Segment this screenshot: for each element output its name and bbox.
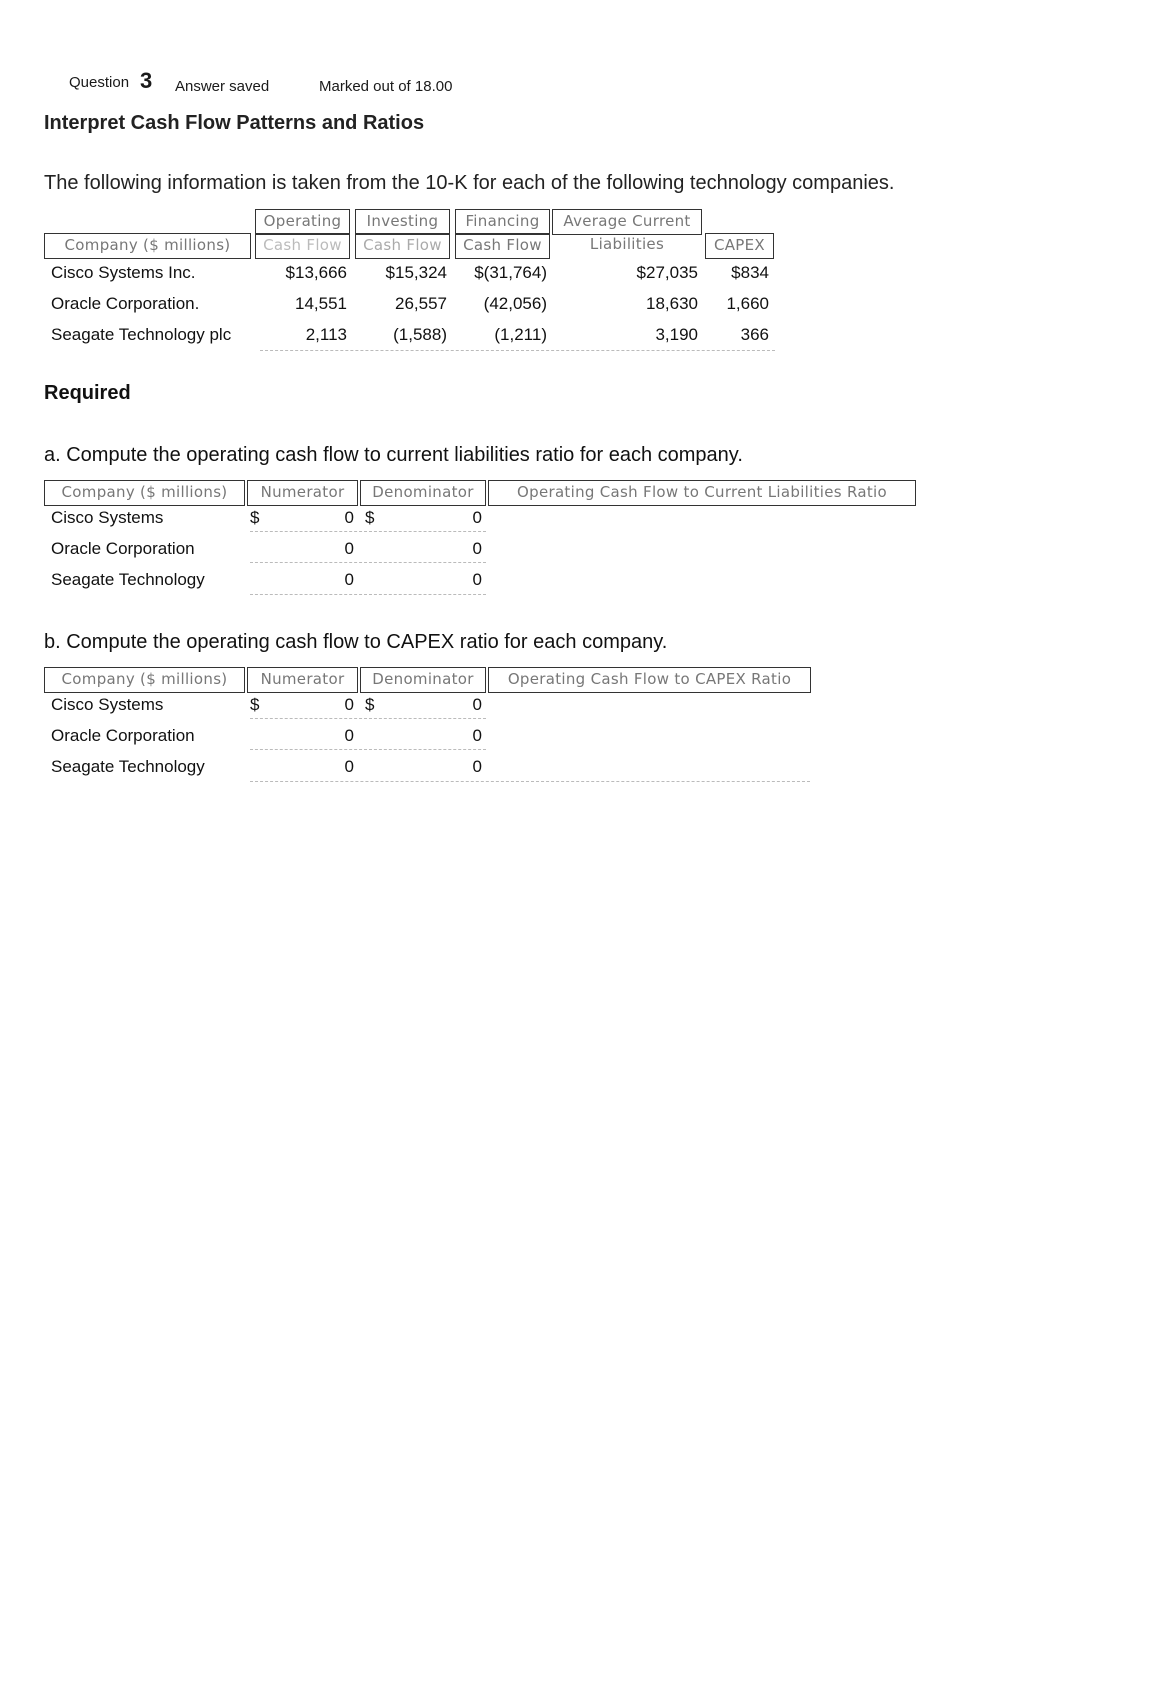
- answer-status: Answer saved: [175, 78, 270, 95]
- table-cell-acl: 3,190: [655, 325, 698, 344]
- table-row-company: Oracle Corporation: [51, 539, 195, 558]
- header-acl-bottom: Liabilities: [589, 235, 665, 253]
- table-cell-financing: $(31,764): [474, 263, 547, 282]
- required-heading: Required: [44, 382, 131, 404]
- row-divider: [250, 749, 486, 750]
- header-ratio: Operating Cash Flow to CAPEX Ratio: [488, 667, 811, 693]
- numerator-input[interactable]: 0: [344, 695, 354, 714]
- header-capex: CAPEX: [705, 233, 774, 259]
- intro-text: The following information is taken from the 10-K for each of the following technology companies.: [44, 172, 895, 194]
- table-row-company: Oracle Corporation: [51, 726, 195, 745]
- denominator-input[interactable]: 0: [472, 570, 482, 589]
- numerator-prefix: $: [250, 508, 260, 527]
- numerator-input[interactable]: 0: [344, 726, 354, 745]
- header-financing-top: Financing: [455, 209, 550, 235]
- table-cell-financing: (1,211): [494, 325, 547, 344]
- table-cell-investing: $15,324: [385, 263, 447, 282]
- row-divider: [250, 718, 486, 719]
- table-cell-capex: 366: [740, 325, 769, 344]
- part-a-prompt: a. Compute the operating cash flow to current liabilities ratio for each company.: [44, 444, 743, 466]
- table-cell-financing: (42,056): [483, 294, 547, 313]
- numerator-prefix: $: [250, 695, 260, 714]
- table-row-company: Seagate Technology: [51, 570, 205, 589]
- table-row-company: Cisco Systems: [51, 508, 164, 527]
- part-b-prompt: b. Compute the operating cash flow to CAPEX ratio for each company.: [44, 631, 668, 653]
- page-title: Interpret Cash Flow Patterns and Ratios: [44, 112, 425, 134]
- question-label: Question: [69, 74, 130, 91]
- header-investing-top: Investing: [355, 209, 450, 235]
- table-cell-operating: 2,113: [305, 325, 347, 344]
- header-numerator: Numerator: [247, 480, 358, 506]
- header-acl-top: Average Current: [552, 209, 702, 235]
- denominator-input[interactable]: 0: [472, 508, 482, 527]
- row-divider: [250, 781, 810, 782]
- table-cell-investing: (1,588): [393, 325, 447, 344]
- denominator-input[interactable]: 0: [472, 757, 482, 776]
- row-divider: [250, 562, 486, 563]
- table-row-company: Cisco Systems: [51, 695, 164, 714]
- header-company: Company ($ millions): [44, 233, 251, 259]
- numerator-input[interactable]: 0: [344, 539, 354, 558]
- header-denominator: Denominator: [360, 480, 486, 506]
- header-numerator: Numerator: [247, 667, 358, 693]
- table-row-company: Seagate Technology: [51, 757, 205, 776]
- denominator-input[interactable]: 0: [472, 539, 482, 558]
- numerator-input[interactable]: 0: [344, 757, 354, 776]
- table-divider: [260, 350, 775, 351]
- header-investing-bottom: Cash Flow: [355, 233, 450, 259]
- header-financing-bottom: Cash Flow: [455, 233, 550, 259]
- denominator-input[interactable]: 0: [472, 726, 482, 745]
- table-cell-acl: 18,630: [646, 294, 698, 313]
- question-number: 3: [140, 68, 153, 93]
- table-cell-capex: $834: [731, 263, 769, 282]
- question-marks: Marked out of 18.00: [319, 78, 453, 95]
- table-row-company: Seagate Technology plc: [51, 325, 232, 344]
- numerator-input[interactable]: 0: [344, 508, 354, 527]
- table-cell-capex: 1,660: [726, 294, 769, 313]
- denominator-input[interactable]: 0: [472, 695, 482, 714]
- denominator-prefix: $: [365, 508, 375, 527]
- table-cell-investing: 26,557: [395, 294, 447, 313]
- header-company: Company ($ millions): [44, 667, 245, 693]
- denominator-prefix: $: [365, 695, 375, 714]
- header-ratio: Operating Cash Flow to Current Liabilities Ratio: [488, 480, 916, 506]
- header-company: Company ($ millions): [44, 480, 245, 506]
- numerator-input[interactable]: 0: [344, 570, 354, 589]
- table-row-company: Oracle Corporation.: [51, 294, 200, 313]
- header-denominator: Denominator: [360, 667, 486, 693]
- header-operating-top: Operating: [255, 209, 350, 235]
- row-divider: [250, 531, 486, 532]
- table-cell-acl: $27,035: [636, 263, 698, 282]
- table-cell-operating: $13,666: [285, 263, 347, 282]
- row-divider: [250, 594, 486, 595]
- table-cell-operating: 14,551: [295, 294, 347, 313]
- header-operating-bottom: Cash Flow: [255, 233, 350, 259]
- table-row-company: Cisco Systems Inc.: [51, 263, 196, 282]
